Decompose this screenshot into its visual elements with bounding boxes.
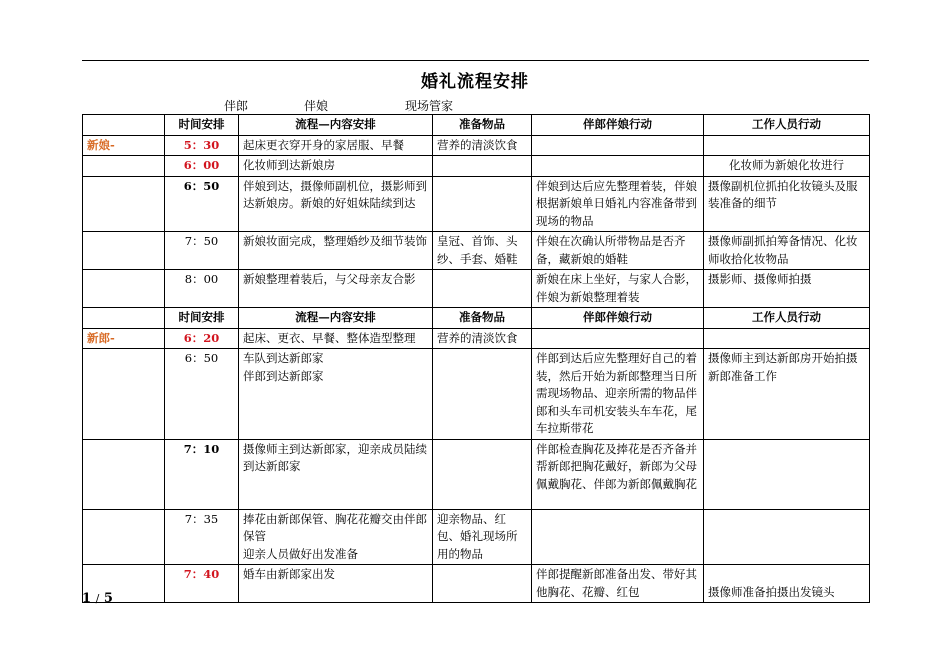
header-row [83,115,870,136]
row-items: 营养的清淡饮食 [433,135,532,156]
role-steward: 现场管家 [405,99,454,113]
row-time: 7：10 [165,439,239,509]
label-blank [83,232,165,270]
row-attendants: 伴郎检查胸花及捧花是否齐备并帮新郎把胸花戴好，新郎为父母佩戴胸花、伴郎为新郎佩戴胸花 [532,439,704,509]
header-time: 时间安排 [165,308,239,329]
row-time: 6：50 [165,349,239,440]
row-time: 7：35 [165,509,239,565]
table-row [83,565,870,603]
row-time: 5：30 [165,135,239,156]
row-staff [704,509,870,565]
role-groomsman: 伴郎 [224,99,249,113]
row-staff: 摄像师主到达新郎房开始拍摄新郎准备工作 [704,349,870,440]
header-staff: 工作人员行动 [704,308,870,329]
row-content: 起床、更衣、早餐、整体造型整理 [239,328,433,349]
label-blank [83,176,165,232]
header-staff: 工作人员行动 [704,115,870,136]
table-row [83,509,870,565]
header-time: 时间安排 [165,115,239,136]
row-time: 8：00 [165,270,239,308]
row-content: 起床更衣穿开身的家居服、早餐 [239,135,433,156]
table-row [83,439,870,509]
row-items [433,270,532,308]
row-items [433,565,532,603]
header-rule [82,60,869,61]
row-attendants [532,509,704,565]
table-row [83,135,870,156]
row-staff [704,439,870,509]
label-blank [83,270,165,308]
page-title: 婚礼流程安排 [421,72,529,92]
row-staff: 摄像师准备拍摄出发镜头 [704,565,870,603]
row-attendants [532,328,704,349]
row-items [433,439,532,509]
bride-section-label: 新娘- [83,135,165,156]
row-content: 车队到达新郎家 伴郎到达新郎家 [239,349,433,440]
header-blank [83,308,165,329]
label-blank [83,349,165,440]
label-blank [83,156,165,177]
row-items [433,156,532,177]
row-time: 6：50 [165,176,239,232]
row-attendants: 新娘在床上坐好，与家人合影，伴娘为新娘整理着装 [532,270,704,308]
header-attendants: 伴郎伴娘行动 [532,308,704,329]
row-items: 迎亲物品、红包、婚礼现场所用的物品 [433,509,532,565]
role-bridesmaid: 伴娘 [304,99,329,113]
row-time: 6：00 [165,156,239,177]
table-row [83,156,870,177]
header-blank [83,115,165,136]
label-blank [83,439,165,509]
header-row [83,308,870,329]
header-content: 流程—内容安排 [239,115,433,136]
row-content: 捧花由新郎保管、胸花花瓣交由伴郎保管 迎亲人员做好出发准备 [239,509,433,565]
row-time: 6：20 [165,328,239,349]
table-row [83,349,870,440]
header-items: 准备物品 [433,115,532,136]
label-blank [83,509,165,565]
page-separator: / [95,592,100,605]
header-items: 准备物品 [433,308,532,329]
row-content: 伴娘到达，摄像师副机位，摄影师到达新娘房。新娘的好姐妹陆续到达 [239,176,433,232]
row-staff: 摄影师、摄像师拍摄 [704,270,870,308]
row-time: 7：40 [165,565,239,603]
row-content: 婚车由新郎家出发 [239,565,433,603]
row-attendants [532,156,704,177]
page-number [82,591,113,606]
row-attendants: 伴娘到达后应先整理着装，伴娘根据新娘单日婚礼内容准备带到现场的物品 [532,176,704,232]
row-items [433,349,532,440]
table-row [83,176,870,232]
row-staff: 化妆师为新娘化妆进行 [704,156,870,177]
row-attendants [532,135,704,156]
row-attendants: 伴郎到达后应先整理好自己的着装，然后开始为新郎整理当日所需现场物品、迎亲所需的物品伴郎和头车司机安装头车车花，尾车拉斯带花 [532,349,704,440]
table-row [83,232,870,270]
row-items: 营养的清淡饮食 [433,328,532,349]
row-content: 新娘整理着装后，与父母亲友合影 [239,270,433,308]
page-current: 1 [82,591,92,606]
schedule-table [82,114,870,603]
row-attendants: 伴娘在次确认所带物品是否齐备，藏新娘的婚鞋 [532,232,704,270]
header-content: 流程—内容安排 [239,308,433,329]
table-row [83,328,870,349]
row-content: 化妆师到达新娘房 [239,156,433,177]
row-staff: 摄像副机位抓拍化妆镜头及服装准备的细节 [704,176,870,232]
page-total: 5 [103,591,113,606]
table-row [83,270,870,308]
row-staff: 摄像师副抓拍筹备情况、化妆师收拾化妆物品 [704,232,870,270]
row-staff [704,328,870,349]
groom-section-label: 新郎- [83,328,165,349]
row-staff [704,135,870,156]
row-items: 皇冠、首饰、头纱、手套、婚鞋 [433,232,532,270]
row-content: 摄像师主到达新郎家，迎亲成员陆续到达新郎家 [239,439,433,509]
row-attendants: 伴郎提醒新郎准备出发、带好其他胸花、花瓣、红包 [532,565,704,603]
row-time: 7：50 [165,232,239,270]
header-attendants: 伴郎伴娘行动 [532,115,704,136]
row-items [433,176,532,232]
row-content: 新娘妆面完成，整理婚纱及细节装饰 [239,232,433,270]
